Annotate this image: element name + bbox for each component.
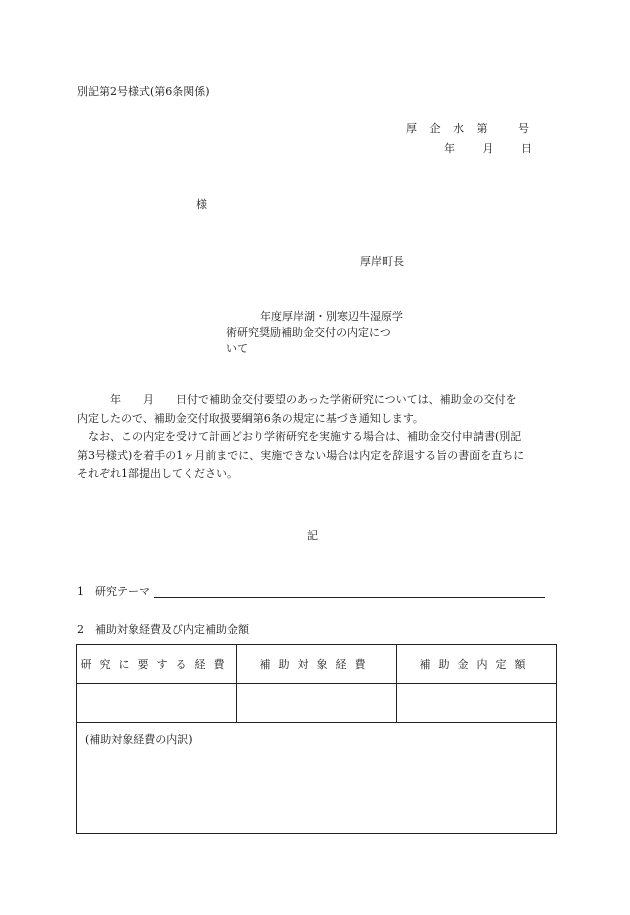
subject	[226, 309, 416, 357]
date-month: 月	[482, 142, 494, 155]
body-line: 年 月 日付で補助金交付要望のあった学術研究については、補助金の交付を	[77, 393, 517, 406]
eligible-cost-cell	[237, 684, 397, 723]
addressee-suffix: 様	[196, 198, 207, 211]
body-line: それぞれ1部提出してください。	[77, 467, 238, 480]
item-research-theme: 1 研究テーマ	[77, 585, 150, 598]
doc-number-char: 水	[453, 122, 464, 135]
doc-number-char: 号	[518, 122, 529, 135]
grant-amount-cell	[397, 684, 557, 723]
document-number	[406, 121, 529, 137]
document-date	[444, 141, 532, 157]
body-line: 第3号様式)を着手の1ヶ月前までに、実施できない場合は内定を辞退する旨の書面を直ちに	[77, 448, 525, 462]
subject-line: 年度厚岸湖・別寒辺牛湿原学	[260, 310, 403, 323]
item-expenses-heading: 2 補助対象経費及び内定補助金額	[77, 623, 249, 636]
date-year: 年	[444, 142, 455, 155]
doc-number-char: 第	[476, 122, 488, 135]
breakdown-label: (補助対象経費の内訳)	[85, 733, 193, 746]
header-grant-amount: 補助金内定額	[397, 645, 557, 684]
research-theme-underline	[154, 597, 545, 598]
form-label: 別記第2号様式(第6条関係)	[77, 85, 210, 98]
doc-number-char: 企	[429, 122, 441, 135]
breakdown-cell	[77, 723, 557, 834]
body-line: 内定したので、補助金交付取扱要綱第6条の規定に基づき通知します。	[77, 411, 424, 425]
ki-heading: 記	[307, 529, 318, 542]
subject-line: 術研究奨励補助金交付の内定につ	[226, 326, 391, 339]
sender-name: 厚岸町長	[360, 255, 404, 268]
body-text	[77, 391, 555, 484]
research-cost-cell	[77, 684, 237, 723]
header-research-cost: 研究に要する経費	[77, 645, 237, 684]
expense-table	[76, 644, 557, 834]
date-day: 日	[521, 142, 532, 155]
subject-line: いて	[226, 342, 248, 355]
body-line: なお、この内定を受けて計画どおり学術研究を実施する場合は、補助金交付申請書(別記	[77, 430, 522, 443]
doc-number-char: 厚	[406, 122, 417, 135]
header-eligible-cost: 補助対象経費	[237, 645, 397, 684]
